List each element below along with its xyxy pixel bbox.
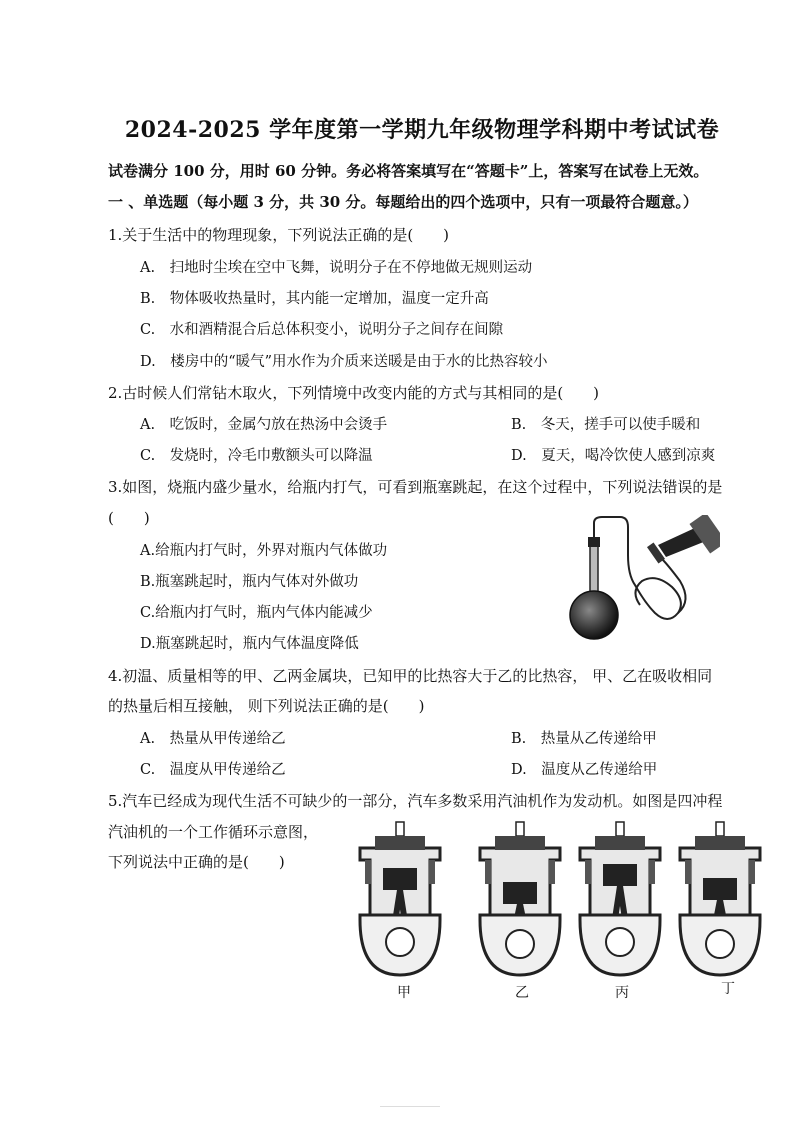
option-c: C.给瓶内打气时，瓶内气体内能减少 [140,605,373,621]
engine-label: 乙 [515,985,529,1001]
option-b: B. 热量从乙传递给甲 [511,731,657,747]
option-b: B. 物体吸收热量时，其内能一定增加，温度一定升高 [140,291,489,307]
question-stem: 5.汽车已经成为现代生活不可缺少的一部分，汽车多数采用汽油机作为发动机。如图是四冲程 [108,792,723,810]
page-bottom-divider [380,1106,440,1107]
option-d: D. 夏天，喝冷饮使人感到凉爽 [511,448,716,464]
option-d: D. 温度从乙传递给甲 [511,762,658,778]
engine-label: 丁 [721,981,735,997]
engine-label: 甲 [397,985,411,1001]
engine-diagram-jia [355,820,445,1001]
option-d: D.瓶塞跳起时，瓶内气体温度降低 [140,636,359,652]
option-a: A.给瓶内打气时，外界对瓶内气体做功 [140,543,388,559]
question-stem: 3.如图，烧瓶内盛少量水，给瓶内打气，可看到瓶塞跳起，在这个过程中，下列说法错误的是 [108,478,723,496]
option-a: A. 吃饭时，金属勺放在热汤中会烫手 [140,417,388,433]
engine-label: 丙 [615,985,629,1001]
option-b: B. 冬天，搓手可以使手暖和 [511,417,701,433]
option-c: C. 水和酒精混合后总体积变小，说明分子之间存在间隙 [140,322,504,338]
instructions: 试卷满分 100 分，用时 60 分钟。务必将答案填写在“答题卡”上，答案写在试卷上无效。 [108,162,709,180]
engine-cylinder-icon [575,820,665,980]
engine-diagram-yi [475,820,565,1001]
option-b: B.瓶塞跳起时，瓶内气体对外做功 [140,574,359,590]
question-stem: 2.古时候人们常钻木取火，下列情境中改变内能的方式与其相同的是( ) [108,384,600,402]
engine-cylinder-icon [355,820,445,980]
question-stem: 4.初温、质量相等的甲、乙两金属块，已知甲的比热容大于乙的比热容， 甲、乙在吸收相同 [108,667,713,685]
question-stem-continued: ( ) [108,509,150,527]
question-stem-continued: 下列说法中正确的是( ) [108,853,285,871]
option-c: C. 发烧时，冷毛巾敷额头可以降温 [140,448,373,464]
question-stem: 1.关于生活中的物理现象，下列说法正确的是( ) [108,226,450,244]
question-stem-continued: 汽油机的一个工作循环示意图， [108,823,319,841]
engine-cylinder-icon [675,820,765,980]
section-heading: 一 、单选题（每小题 3 分，共 30 分。每题给出的四个选项中，只有一项最符合题意。） [108,193,698,211]
option-a: A. 热量从甲传递给乙 [140,731,286,747]
option-c: C. 温度从甲传递给乙 [140,762,286,778]
engine-diagram-ding [675,820,765,997]
question-stem-continued: 的热量后相互接触， 则下列说法正确的是( ) [108,697,425,715]
option-a: A. 扫地时尘埃在空中飞舞，说明分子在不停地做无规则运动 [140,260,533,276]
engine-cylinder-icon [475,820,565,980]
page-title: 2024-2025 学年度第一学期九年级物理学科期中考试试卷 [124,117,720,143]
engine-diagram-bing [575,820,665,1001]
flask-pump-illustration [560,515,720,645]
option-d: D. 楼房中的“暖气”用水作为介质来送暖是由于水的比热容较小 [140,354,548,370]
